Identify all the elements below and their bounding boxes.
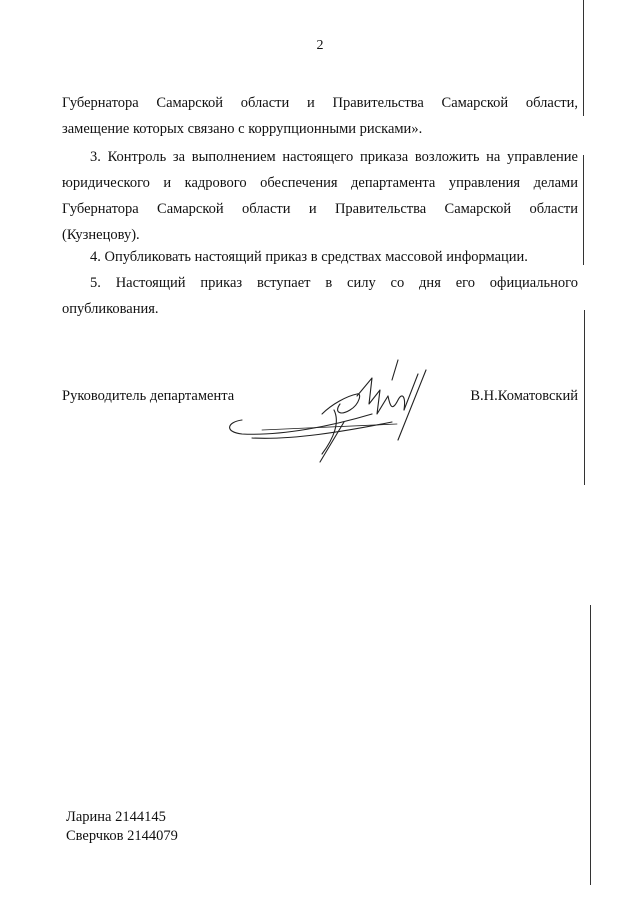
text-line: Губернатора Самарской области и Правительства Самарской области [62, 201, 578, 217]
scan-edge-line [583, 0, 584, 116]
paragraph-continuation [62, 90, 578, 142]
page-number: 2 [316, 38, 324, 53]
text-line: опубликования. [62, 301, 159, 317]
signer-position: Руководитель департамента [62, 388, 235, 404]
contact-line: Сверчков 2144079 [66, 828, 178, 844]
paragraph-item-3 [62, 144, 578, 248]
text-line: юридического и кадрового обеспечения департамента управления делами [62, 175, 578, 191]
paragraph-item-5 [62, 270, 578, 322]
signer-name: В.Н.Коматовский [470, 388, 578, 404]
handwritten-signature [222, 352, 454, 464]
contact-line: Ларина 2144145 [66, 809, 166, 825]
scan-edge-line [583, 155, 584, 265]
scan-edge-line [584, 310, 585, 485]
text-line: 3. Контроль за выполнением настоящего приказа возложить на управление [90, 149, 578, 165]
contacts-block [66, 808, 178, 846]
paragraph-item-4 [62, 244, 578, 270]
text-line: 4. Опубликовать настоящий приказ в средствах массовой информации. [90, 249, 528, 265]
text-line: (Кузнецову). [62, 227, 140, 243]
scan-edge-line [590, 605, 591, 885]
text-line: Губернатора Самарской области и Правительства Самарской области, [62, 95, 578, 111]
text-line: замещение которых связано с коррупционными рисками». [62, 121, 423, 137]
text-line: 5. Настоящий приказ вступает в силу со дня его официального [90, 275, 578, 291]
